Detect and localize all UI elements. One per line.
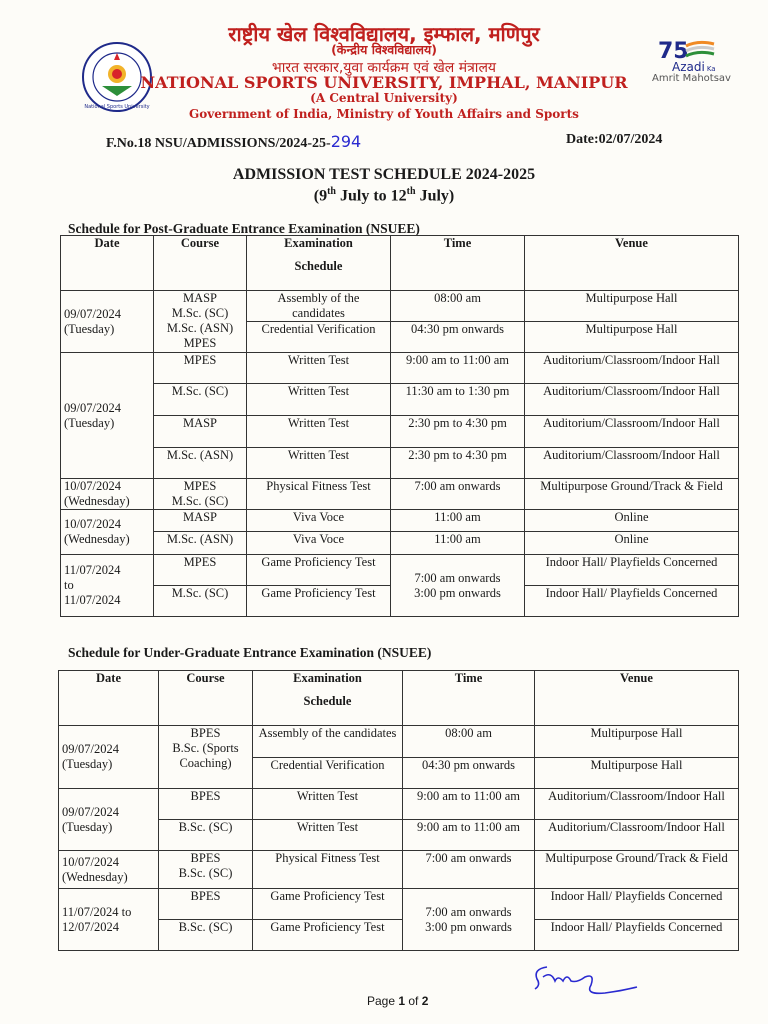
cell-time: 2:30 pm to 4:30 pm	[391, 448, 525, 479]
cell-course: MASP M.Sc. (SC) M.Sc. (ASN) MPES	[154, 291, 247, 353]
table-row	[61, 479, 739, 510]
hindi-ministry: भारत सरकार,युवा कार्यक्रम एवं खेल मंत्रालय	[271, 60, 497, 76]
cell-date: 09/07/2024 (Tuesday)	[61, 291, 154, 353]
table-row	[61, 291, 739, 322]
logo-ring-text: National Sports University	[84, 104, 150, 110]
col-time: Time	[391, 236, 525, 291]
cell-date: 09/07/2024 (Tuesday)	[59, 726, 159, 789]
table-row	[61, 353, 739, 384]
hindi-university-name: राष्ट्रीय खेल विश्वविद्यालय, इम्फाल, मणिपुर	[228, 22, 540, 46]
cell-time: 9:00 am to 11:00 am	[403, 820, 535, 851]
cell-time: 7:00 am onwards 3:00 pm onwards	[391, 555, 525, 617]
ug-schedule-table	[58, 670, 739, 951]
col-venue: Venue	[535, 671, 739, 726]
cell-date: 10/07/2024 (Wednesday)	[61, 479, 154, 510]
cell-time: 9:00 am to 11:00 am	[391, 353, 525, 384]
table-row	[59, 851, 739, 889]
cell-course: BPES	[159, 789, 253, 820]
cell-exam: Credential Verification	[247, 322, 391, 353]
cell-time: 11:30 am to 1:30 pm	[391, 384, 525, 416]
cell-time: 9:00 am to 11:00 am	[403, 789, 535, 820]
azadi-text: Azadi Ka	[672, 60, 716, 74]
cell-course: B.Sc. (SC)	[159, 920, 253, 951]
cell-exam: Written Test	[253, 820, 403, 851]
cell-venue: Online	[525, 510, 739, 532]
cell-course: MASP	[154, 510, 247, 532]
central-university-label: (A Central University)	[310, 91, 458, 105]
cell-exam: Viva Voce	[247, 510, 391, 532]
col-exam: Examination Schedule	[247, 236, 391, 291]
svg-text:75: 75	[658, 39, 689, 62]
cell-exam: Physical Fitness Test	[247, 479, 391, 510]
cell-venue: Auditorium/Classroom/Indoor Hall	[525, 353, 739, 384]
table-row	[61, 384, 739, 416]
cell-time: 11:00 am	[391, 532, 525, 555]
cell-time: 2:30 pm to 4:30 pm	[391, 416, 525, 448]
table-row	[61, 555, 739, 586]
cell-time: 7:00 am onwards	[391, 479, 525, 510]
cell-exam: Game Proficiency Test	[247, 586, 391, 617]
cell-time: 11:00 am	[391, 510, 525, 532]
cell-course: MASP	[154, 416, 247, 448]
cell-exam: Viva Voce	[247, 532, 391, 555]
cell-exam: Credential Verification	[253, 758, 403, 789]
government-ministry: Government of India, Ministry of Youth Affairs and Sports	[189, 107, 579, 121]
cell-venue: Multipurpose Hall	[525, 322, 739, 353]
cell-venue: Online	[525, 532, 739, 555]
cell-course: BPES B.Sc. (Sports Coaching)	[159, 726, 253, 789]
page-number: Page 1 of 2	[367, 994, 429, 1008]
cell-date: 10/07/2024 (Wednesday)	[59, 851, 159, 889]
cell-time: 04:30 pm onwards	[391, 322, 525, 353]
handwritten-file-suffix: 294	[330, 132, 362, 151]
cell-course: MPES M.Sc. (SC)	[154, 479, 247, 510]
cell-exam: Written Test	[253, 789, 403, 820]
cell-venue: Indoor Hall/ Playfields Concerned	[535, 920, 739, 951]
cell-date: 11/07/2024 to 12/07/2024	[59, 889, 159, 951]
table-row	[59, 889, 739, 920]
cell-venue: Multipurpose Hall	[535, 726, 739, 758]
cell-venue: Indoor Hall/ Playfields Concerned	[525, 555, 739, 586]
cell-course: MPES	[154, 353, 247, 384]
cell-date: 09/07/2024 (Tuesday)	[61, 353, 154, 479]
file-number: F.No.18 NSU/ADMISSIONS/2024-25-294	[106, 132, 362, 151]
cell-venue: Auditorium/Classroom/Indoor Hall	[525, 416, 739, 448]
cell-venue: Auditorium/Classroom/Indoor Hall	[535, 789, 739, 820]
table-row	[59, 726, 739, 758]
cell-venue: Multipurpose Hall	[535, 758, 739, 789]
cell-venue: Auditorium/Classroom/Indoor Hall	[525, 384, 739, 416]
table-header-row	[61, 236, 739, 291]
table-row	[61, 448, 739, 479]
cell-course: M.Sc. (ASN)	[154, 448, 247, 479]
cell-course: MPES	[154, 555, 247, 586]
cell-exam: Game Proficiency Test	[247, 555, 391, 586]
cell-course: M.Sc. (SC)	[154, 384, 247, 416]
table-row	[61, 416, 739, 448]
table-row	[59, 920, 739, 951]
cell-exam: Written Test	[247, 384, 391, 416]
cell-time: 7:00 am onwards 3:00 pm onwards	[403, 889, 535, 951]
cell-venue: Multipurpose Hall	[525, 291, 739, 322]
col-date: Date	[59, 671, 159, 726]
col-time: Time	[403, 671, 535, 726]
schedule-title: ADMISSION TEST SCHEDULE 2024-2025	[232, 166, 536, 183]
pg-section-title: Schedule for Post-Graduate Entrance Examination (NSUEE)	[68, 221, 420, 236]
cell-venue: Indoor Hall/ Playfields Concerned	[525, 586, 739, 617]
cell-exam: Written Test	[247, 416, 391, 448]
table-row	[61, 510, 739, 532]
cell-exam: Physical Fitness Test	[253, 851, 403, 889]
cell-exam: Assembly of the candidates	[247, 291, 391, 322]
cell-course: B.Sc. (SC)	[159, 820, 253, 851]
cell-venue: Multipurpose Ground/Track & Field	[535, 851, 739, 889]
col-course: Course	[159, 671, 253, 726]
table-row	[59, 789, 739, 820]
cell-time: 04:30 pm onwards	[403, 758, 535, 789]
signature	[525, 955, 645, 1005]
cell-venue: Indoor Hall/ Playfields Concerned	[535, 889, 739, 920]
cell-exam: Game Proficiency Test	[253, 920, 403, 951]
cell-date: 09/07/2024 (Tuesday)	[59, 789, 159, 851]
amrit-mahotsav-text: Amrit Mahotsav	[652, 73, 731, 84]
col-course: Course	[154, 236, 247, 291]
schedule-subtitle: (9th July to 12th July)	[313, 186, 455, 205]
table-row	[59, 820, 739, 851]
cell-course: BPES B.Sc. (SC)	[159, 851, 253, 889]
cell-venue: Auditorium/Classroom/Indoor Hall	[535, 820, 739, 851]
cell-course: M.Sc. (SC)	[154, 586, 247, 617]
ug-section-title: Schedule for Under-Graduate Entrance Examination (NSUEE)	[68, 645, 432, 660]
cell-exam: Written Test	[247, 353, 391, 384]
document-date: Date:02/07/2024	[566, 132, 663, 147]
table-header-row	[59, 671, 739, 726]
english-university-name: NATIONAL SPORTS UNIVERSITY, IMPHAL, MANIPUR	[140, 73, 628, 92]
col-venue: Venue	[525, 236, 739, 291]
cell-time: 7:00 am onwards	[403, 851, 535, 889]
cell-course: M.Sc. (ASN)	[154, 532, 247, 555]
cell-date: 10/07/2024 (Wednesday)	[61, 510, 154, 555]
cell-venue: Multipurpose Ground/Track & Field	[525, 479, 739, 510]
cell-exam: Game Proficiency Test	[253, 889, 403, 920]
col-exam: Examination Schedule	[253, 671, 403, 726]
pg-schedule-table	[60, 235, 739, 617]
hindi-central-university: (केन्द्रीय विश्वविद्यालय)	[331, 42, 437, 57]
cell-time: 08:00 am	[403, 726, 535, 758]
cell-exam: Assembly of the candidates	[253, 726, 403, 758]
cell-exam: Written Test	[247, 448, 391, 479]
cell-venue: Auditorium/Classroom/Indoor Hall	[525, 448, 739, 479]
col-date: Date	[61, 236, 154, 291]
table-row	[61, 532, 739, 555]
cell-course: BPES	[159, 889, 253, 920]
cell-date: 11/07/2024 to 11/07/2024	[61, 555, 154, 617]
cell-time: 08:00 am	[391, 291, 525, 322]
